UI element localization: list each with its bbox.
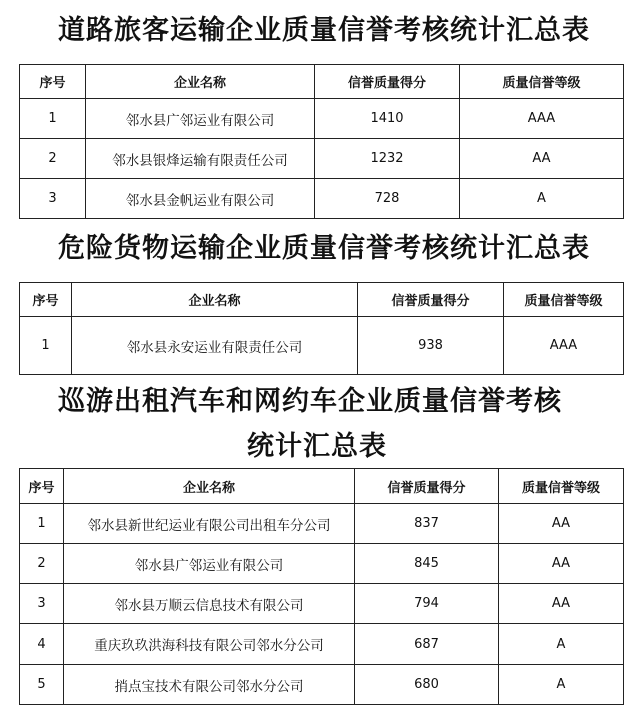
- row-seq: 5: [20, 665, 64, 705]
- row-grade: AA: [499, 584, 624, 624]
- section3-title-line2: 统计汇总表: [247, 431, 387, 462]
- row-score: 1410: [315, 99, 460, 139]
- section3-title-line1: 巡游出租汽车和网约车企业质量信誉考核: [58, 386, 562, 417]
- row-seq: 4: [20, 624, 64, 665]
- row-score: 1232: [315, 139, 460, 179]
- table-row: [20, 139, 624, 179]
- section1-title: 道路旅客运输企业质量信誉考核统计汇总表: [58, 15, 590, 46]
- header-score: 信誉质量得分: [355, 469, 499, 504]
- table-header-row: [20, 65, 624, 99]
- header-name: 企业名称: [72, 283, 358, 317]
- header-seq: 序号: [20, 65, 86, 99]
- table-row: [20, 504, 624, 544]
- row-score: 845: [355, 544, 499, 584]
- header-grade: 质量信誉等级: [499, 469, 624, 504]
- row-seq: 1: [20, 504, 64, 544]
- table-row: [20, 99, 624, 139]
- table-row: [20, 665, 624, 705]
- row-score: 687: [355, 624, 499, 665]
- header-grade: 质量信誉等级: [460, 65, 624, 99]
- table-row: [20, 317, 624, 375]
- table-header-row: [20, 283, 624, 317]
- row-seq: 1: [20, 317, 72, 375]
- row-name: 邻水县永安运业有限责任公司: [72, 317, 358, 375]
- row-name: 邻水县万顺云信息技术有限公司: [64, 584, 355, 624]
- row-seq: 3: [20, 584, 64, 624]
- section3-table: [19, 468, 624, 705]
- row-grade: AAA: [460, 99, 624, 139]
- row-name: 邻水县广邻运业有限公司: [86, 99, 315, 139]
- row-score: 794: [355, 584, 499, 624]
- row-score: 728: [315, 179, 460, 219]
- row-grade: A: [499, 624, 624, 665]
- row-grade: AA: [460, 139, 624, 179]
- row-grade: A: [499, 665, 624, 705]
- section1-table: [19, 64, 624, 219]
- header-grade: 质量信誉等级: [504, 283, 624, 317]
- header-name: 企业名称: [64, 469, 355, 504]
- row-grade: AA: [499, 544, 624, 584]
- row-seq: 2: [20, 139, 86, 179]
- table-row: [20, 584, 624, 624]
- table-row: [20, 544, 624, 584]
- row-seq: 1: [20, 99, 86, 139]
- row-grade: A: [460, 179, 624, 219]
- row-score: 938: [358, 317, 504, 375]
- header-score: 信誉质量得分: [315, 65, 460, 99]
- row-score: 837: [355, 504, 499, 544]
- section2-table: [19, 282, 624, 375]
- header-seq: 序号: [20, 283, 72, 317]
- row-name: 邻水县新世纪运业有限公司出租车分公司: [64, 504, 355, 544]
- row-name: 重庆玖玖洪海科技有限公司邻水分公司: [64, 624, 355, 665]
- row-grade: AA: [499, 504, 624, 544]
- table-row: [20, 624, 624, 665]
- table-row: [20, 179, 624, 219]
- row-name: 邻水县银烽运输有限责任公司: [86, 139, 315, 179]
- row-name: 邻水县金帆运业有限公司: [86, 179, 315, 219]
- header-score: 信誉质量得分: [358, 283, 504, 317]
- row-name: 捎点宝技术有限公司邻水分公司: [64, 665, 355, 705]
- row-seq: 3: [20, 179, 86, 219]
- row-seq: 2: [20, 544, 64, 584]
- header-seq: 序号: [20, 469, 64, 504]
- row-score: 680: [355, 665, 499, 705]
- table-header-row: [20, 469, 624, 504]
- row-name: 邻水县广邻运业有限公司: [64, 544, 355, 584]
- row-grade: AAA: [504, 317, 624, 375]
- section2-title: 危险货物运输企业质量信誉考核统计汇总表: [58, 233, 590, 264]
- header-name: 企业名称: [86, 65, 315, 99]
